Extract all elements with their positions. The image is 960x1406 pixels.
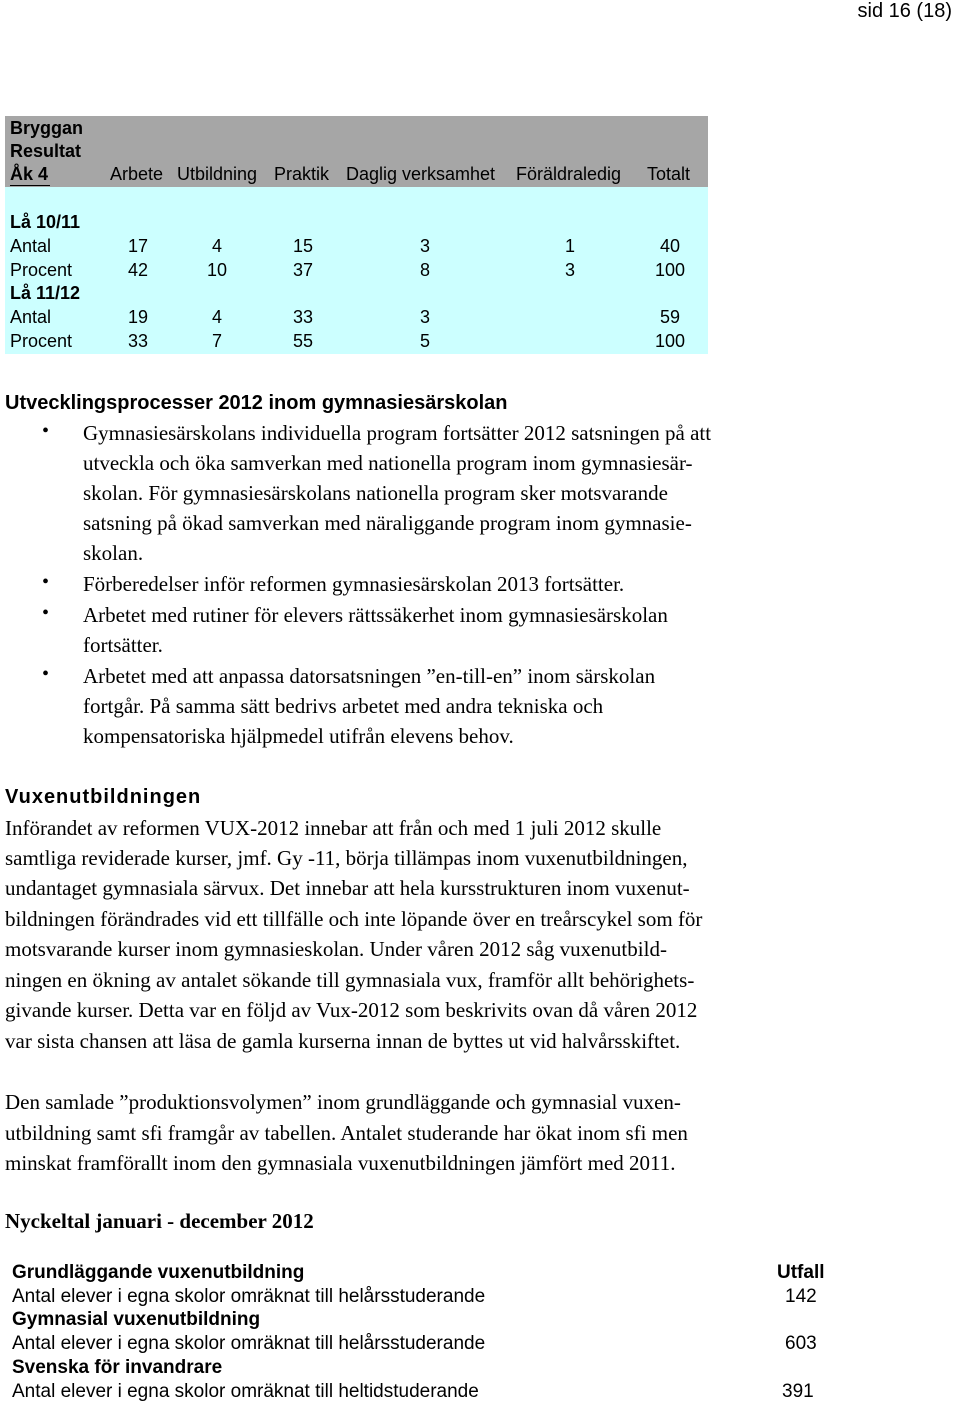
bullet-text-line: satsning på ökad samverkan med näraliggande program inom gymnasie- <box>83 511 692 535</box>
table-cell: 7 <box>212 331 223 351</box>
row-label: Procent <box>10 260 73 280</box>
section-heading: Utvecklingsprocesser 2012 inom gymnasiesärskolan <box>5 392 508 414</box>
column-header: Utbildning <box>177 164 258 184</box>
bullet-text-line: fortsätter. <box>83 633 163 657</box>
bullet-icon: • <box>42 571 50 593</box>
table-cell: 100 <box>655 260 686 280</box>
paragraph-line: var sista chansen att läsa de gamla kurserna innan de byttes ut vid halvårsskiftet. <box>5 1029 681 1053</box>
paragraph-line: minskat framförallt inom den gymnasiala vuxenutbildningen jämfört med 2011. <box>5 1151 676 1175</box>
table-cell: 59 <box>660 307 681 327</box>
bullet-icon: • <box>42 420 50 442</box>
column-header: Praktik <box>274 164 330 184</box>
bullet-text-line: Arbetet med rutiner för elevers rättssäkerhet inom gymnasiesärskolan <box>83 603 668 627</box>
table-cell: 19 <box>128 307 149 327</box>
row-value: 391 <box>782 1381 814 1402</box>
paragraph-line: undantaget gymnasiala särvux. Det innebar att hela kursstrukturen inom vuxenut- <box>5 876 690 900</box>
bullet-text-line: Förberedelser inför reformen gymnasiesärskolan 2013 fortsätter. <box>83 572 625 596</box>
row-label: Antal elever i egna skolor omräknat till helårsstuderande <box>12 1286 486 1307</box>
table-cell: 3 <box>420 307 431 327</box>
results-table-body-bg <box>5 187 708 354</box>
heading-underline <box>10 185 50 186</box>
group-label: Lå 11/12 <box>10 283 81 303</box>
bullet-text-line: Arbetet med att anpassa datorsatsningen ”en-till-en” inom särskolan <box>83 664 656 688</box>
table-cell: 8 <box>420 260 431 280</box>
table-cell: 55 <box>293 331 314 351</box>
table-cell: 15 <box>293 236 314 256</box>
column-header: Arbete <box>110 164 164 184</box>
table-cell: 33 <box>293 307 314 327</box>
column-header: Totalt <box>647 164 691 184</box>
table-cell: 4 <box>212 307 223 327</box>
table-heading-line: Åk 4 <box>10 164 49 184</box>
paragraph-line: givande kurser. Detta var en följd av Vux-2012 som beskrivits ovan då våren 2012 <box>5 998 698 1022</box>
group-title: Grundläggande vuxenutbildning <box>12 1262 305 1283</box>
paragraph-line: ningen en ökning av antalet sökande till gymnasiala vux, framför allt behörighets- <box>5 968 695 992</box>
paragraph-line: bildningen förändrades vid ett tillfälle och inte löpande över en treårscykel som för <box>5 907 703 931</box>
table-cell: 4 <box>212 236 223 256</box>
row-value: 142 <box>785 1286 817 1307</box>
row-label: Antal <box>10 236 52 256</box>
table-cell: 37 <box>293 260 314 280</box>
bullet-icon: • <box>42 663 50 685</box>
section-heading: Nyckeltal januari - december 2012 <box>5 1209 314 1233</box>
column-header: Daglig verksamhet <box>346 164 496 184</box>
paragraph-line: Införandet av reformen VUX-2012 innebar att från och med 1 juli 2012 skulle <box>5 816 662 840</box>
bullet-icon: • <box>42 602 50 624</box>
table-heading-line: Bryggan <box>10 118 84 138</box>
table-cell: 17 <box>128 236 149 256</box>
outcome-header: Utfall <box>777 1262 825 1283</box>
row-label: Antal elever i egna skolor omräknat till helårsstuderande <box>12 1333 486 1354</box>
bullet-text-line: skolan. <box>83 541 144 565</box>
bullet-text-line: kompensatoriska hjälpmedel utifrån elevens behov. <box>83 724 514 748</box>
paragraph-line: motsvarande kurser inom gymnasieskolan. Under våren 2012 såg vuxenutbild- <box>5 937 667 961</box>
table-cell: 40 <box>660 236 681 256</box>
bullet-text-line: fortgår. På samma sätt bedrivs arbetet med andra tekniska och <box>83 694 604 718</box>
table-cell: 3 <box>420 236 431 256</box>
bullet-text-line: utveckla och öka samverkan med nationella program inom gymnasiesär- <box>83 451 693 475</box>
paragraph-line: samtliga reviderade kurser, jmf. Gy -11, börja tillämpas inom vuxenutbildningen, <box>5 846 688 870</box>
bullet-text-line: Gymnasiesärskolans individuella program fortsätter 2012 satsningen på att <box>83 421 712 445</box>
page-number: sid 16 (18) <box>857 0 952 22</box>
row-value: 603 <box>785 1333 817 1354</box>
group-title: Gymnasial vuxenutbildning <box>12 1309 261 1330</box>
table-cell: 33 <box>128 331 149 351</box>
section-heading: Vuxenutbildningen <box>5 786 202 808</box>
table-cell: 10 <box>207 260 228 280</box>
bullet-text-line: skolan. För gymnasiesärskolans nationella program sker motsvarande <box>83 481 668 505</box>
row-label: Antal elever i egna skolor omräknat till heltidstuderande <box>12 1381 479 1402</box>
table-cell: 3 <box>565 260 576 280</box>
table-heading-line: Resultat <box>10 141 82 161</box>
paragraph-line: Den samlade ”produktionsvolymen” inom grundläggande och gymnasial vuxen- <box>5 1090 681 1114</box>
column-header: Föräldraledig <box>516 164 622 184</box>
group-title: Svenska för invandrare <box>12 1357 223 1378</box>
table-cell: 100 <box>655 331 686 351</box>
table-cell: 5 <box>420 331 431 351</box>
row-label: Procent <box>10 331 73 351</box>
table-cell: 42 <box>128 260 149 280</box>
paragraph-line: utbildning samt sfi framgår av tabellen. Antalet studerande har ökat inom sfi men <box>5 1121 688 1145</box>
table-cell: 1 <box>565 236 576 256</box>
row-label: Antal <box>10 307 52 327</box>
group-label: Lå 10/11 <box>10 212 81 232</box>
